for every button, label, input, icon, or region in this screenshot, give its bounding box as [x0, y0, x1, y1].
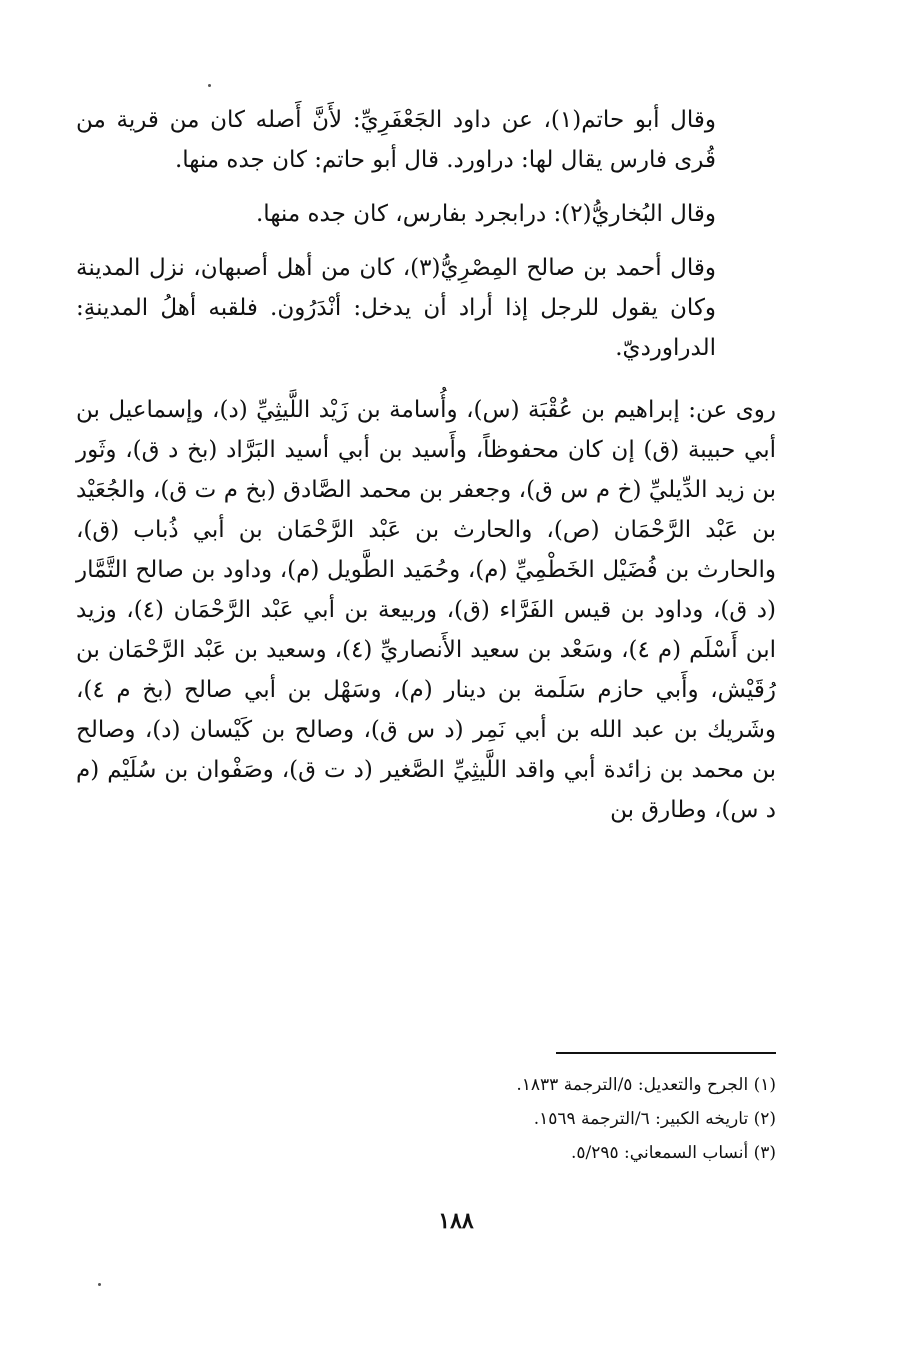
paragraph-narrated-from: روى عن: إبراهيم بن عُقْبَة (س)، وأُسامة بن زَيْد اللَّيثِيِّ (د)، وإسماعيل بن أبي حبيبة (ق) إن كان محفوظاً، وأَسيد بن أبي أسيد البَرَّاد (بخ د ق)، وثَور بن زيد الدِّيليِّ (خ م س ق)، وجعفر بن محمد الصَّادق (بخ م ت ق)، والجُعَيْد بن عَبْد الرَّحْمَان (ص)، والحارث بن عَبْد الرَّحْمَان بن أبي ذُباب (ق)، والحارث بن فُضَيْل الخَطْمِيِّ (م)، وحُمَيد الطَّويل (م)، وداود بن صالح التَّمَّار (د ق)، وداود بن قيس الفَرَّاء (ق)، وربيعة بن أبي عَبْد الرَّحْمَان (٤)، وزيد ابن أَسْلَم (م ٤)، وسَعْد بن سعيد الأَنصاريِّ (٤)، وسعيد بن عَبْد الرَّحْمَان بن رُقَيْش، وأَبي حازم سَلَمة بن دينار (م)، وسَهْل بن أبي صالح (بخ م ٤)، وشَريك بن عبد الله بن أبي نَمِر (د س ق)، وصالح بن كَيْسان (د)، وصالح بن محمد بن زائدة أبي واقد اللَّيثِيِّ الصَّغير (د ت ق)، وصَفْوان بن سُلَيْم (م د س)، وطارق بن	[76, 397, 777, 823]
footnote-divider	[556, 1052, 776, 1054]
scan-speck	[98, 1283, 101, 1286]
footnotes	[76, 1052, 776, 1170]
footnote-2: (٢) تاريخه الكبير: ٦/الترجمة ١٥٦٩.	[533, 1109, 776, 1129]
paragraph-ahmad-bin-salih: وقال أحمد بن صالح المِصْرِيُّ(٣)، كان من أهل أصبهان، نزل المدينة وكان يقول للرجل إذا أراد أن يدخل: أنْدَرُون. فلقبه أهلُ المدينةِ: الدراورديّ.	[76, 255, 716, 361]
main-text	[76, 100, 776, 830]
paragraph-abu-hatim: وقال أبو حاتم(١)، عن داود الجَعْفَرِيِّ: لأَنَّ أَصله كان من قرية من قُرى فارس يقال لها: دراورد. قال أبو حاتم: كان جده منها.	[76, 107, 716, 173]
footnote-3: (٣) أنساب السمعاني: ٥/٢٩٥.	[570, 1143, 776, 1163]
page-number: ١٨٨	[438, 1208, 474, 1234]
paragraph-bukhari: وقال البُخاريُّ(٢): درابجرد بفارس، كان جده منها.	[256, 201, 716, 227]
footnote-1: (١) الجرح والتعديل: ٥/الترجمة ١٨٣٣.	[516, 1075, 776, 1095]
scan-speck	[208, 84, 211, 87]
